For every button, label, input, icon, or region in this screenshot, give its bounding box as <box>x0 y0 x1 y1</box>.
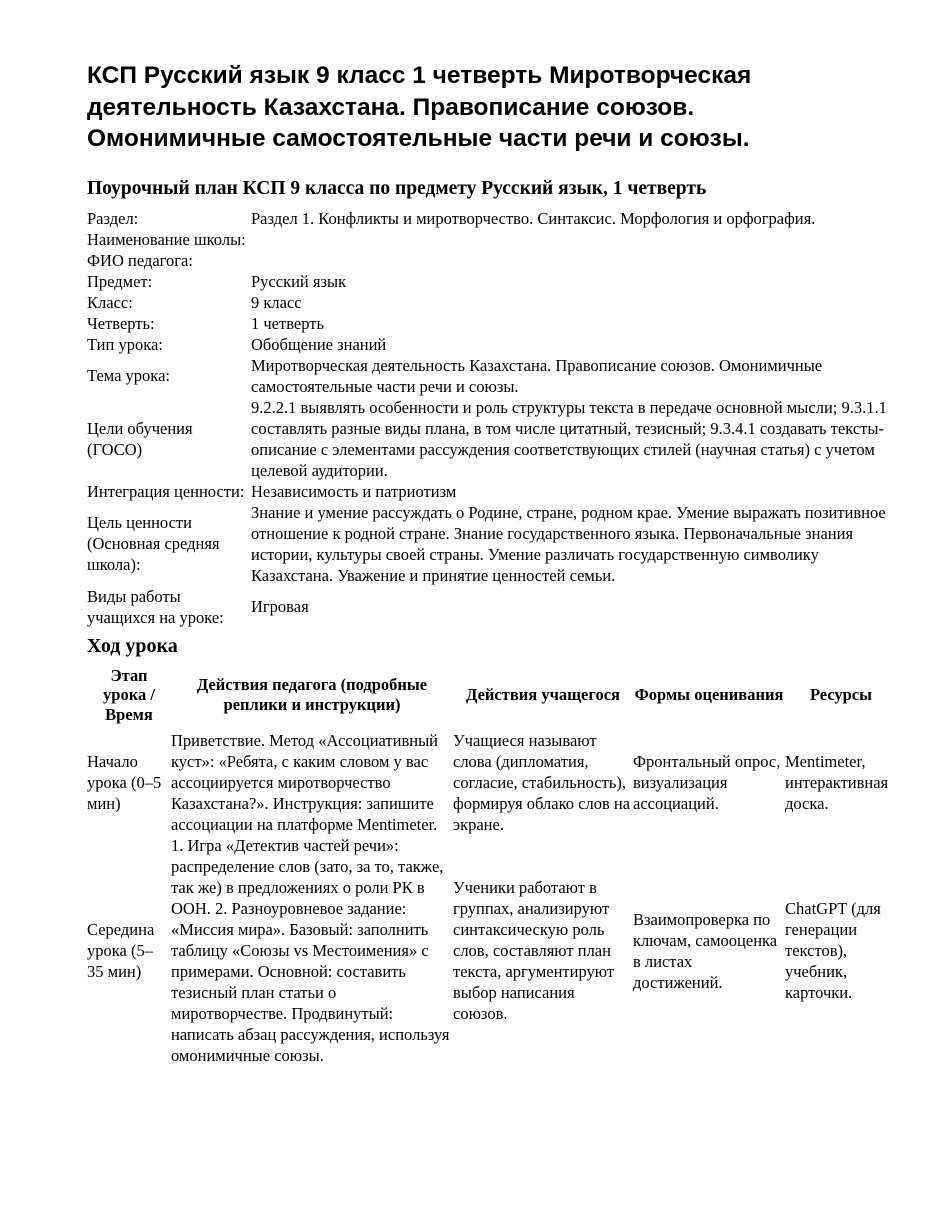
info-key: Интеграция ценности: <box>87 481 245 501</box>
info-row-subject <box>87 271 892 292</box>
info-row-quarter <box>87 313 892 334</box>
info-row-values <box>87 481 892 502</box>
info-row-lesson-type <box>87 334 892 355</box>
info-row-topic <box>87 355 892 397</box>
assessment-cell: Взаимопроверка по ключам, самооценка в листах достижений. <box>633 909 778 992</box>
header-stage: Этап урока / Время <box>103 665 155 724</box>
info-value: 9 класс <box>251 292 302 312</box>
document-title: КСП Русский язык 9 класс 1 четверть Миротворческая деятельность Казахстана. Правописание союзов. Омонимичные самостоятельные части речи и союзы. <box>87 62 752 152</box>
info-row-work-types <box>87 586 892 628</box>
info-key: Тема урока: <box>87 366 170 385</box>
teacher-actions-cell: 1. Игра «Детектив частей речи»: распределение слов (зато, за то, также, так же) в предложениях о роли РК в ООН. 2. Разноуровневое задание: «Миссия мира». Базовый: заполнить таблицу «Союзы vs Местоимения» с примерами. Основной: составить тезисный план статьи о миротворчестве. Продвинутый: написать абзац рассуждения, используя омонимичные союзы. <box>171 836 450 1065</box>
info-value: Миротворческая деятельность Казахстана. Правописание союзов. Омонимичные самостоятельные части речи и союзы. <box>251 355 823 396</box>
info-value <box>251 229 892 250</box>
info-row-goals <box>87 397 892 481</box>
header-student-actions: Действия учащегося <box>466 685 620 704</box>
header-resources: Ресурсы <box>809 685 873 704</box>
info-key: Цели обучения (ГОСО) <box>87 418 193 459</box>
info-value <box>251 250 892 271</box>
teacher-actions-cell: Приветствие. Метод «Ассоциативный куст»: «Ребята, с каким словом у вас ассоциируется миротворчество Казахстана?». Инструкция: запишите ассоциации на платформе Mentimeter. <box>171 731 439 834</box>
info-key: Предмет: <box>87 271 153 291</box>
info-value: Русский язык <box>251 271 347 291</box>
resources-cell: Mentimeter, интерактивная доска. <box>785 752 889 813</box>
plan-subtitle: Поурочный план КСП 9 класса по предмету Русский язык, 1 четверть <box>87 177 707 199</box>
info-key: ФИО педагога: <box>87 250 193 270</box>
info-value: Обобщение знаний <box>251 334 387 354</box>
info-value: Игровая <box>251 597 309 616</box>
info-row-school <box>87 229 892 250</box>
assessment-cell: Фронтальный опрос, визуализация ассоциаций. <box>633 752 781 813</box>
resources-cell: ChatGPT (для генерации текстов), учебник, карточки. <box>785 899 881 1002</box>
info-key: Виды работы учащихся на уроке: <box>87 586 224 627</box>
lesson-info-table <box>87 208 892 628</box>
header-teacher-actions: Действия педагога (подробные реплики и инструкции) <box>196 675 428 714</box>
lesson-flow-heading: Ход урока <box>87 634 178 657</box>
info-value: 9.2.2.1 выявлять особенности и роль структуры текста в передаче основной мысли; 9.3.1.1 составлять разные виды плана, в том числе цитатный, тезисный; 9.3.4.1 создавать тексты-описание с элементами рассуждения соответствующих стилей (научная статья) с учетом целевой аудитории. <box>251 397 887 480</box>
info-row-class <box>87 292 892 313</box>
info-value: 1 четверть <box>251 313 324 333</box>
flow-header-row <box>87 666 897 731</box>
lesson-flow-table <box>87 666 897 1067</box>
info-key: Класс: <box>87 292 133 312</box>
info-key: Цель ценности (Основная средняя школа): <box>87 513 220 574</box>
info-key: Тип урока: <box>87 334 163 354</box>
info-key: Раздел: <box>87 208 139 228</box>
info-value: Независимость и патриотизм <box>251 481 457 501</box>
info-value: Раздел 1. Конфликты и миротворчество. Синтаксис. Морфология и орфография. <box>251 208 816 228</box>
info-row-value-goal <box>87 502 892 586</box>
info-key: Наименование школы: <box>87 229 246 249</box>
info-row-teacher <box>87 250 892 271</box>
stage-cell: Начало урока (0–5 мин) <box>87 752 162 813</box>
info-row-section <box>87 208 892 229</box>
table-row <box>87 730 897 835</box>
table-row <box>87 835 897 1066</box>
stage-cell: Середина урока (5–35 мин) <box>87 920 155 981</box>
student-actions-cell: Учащиеся называют слова (дипломатия, согласие, стабильность), формируя облако слов на экране. <box>453 731 631 834</box>
student-actions-cell: Ученики работают в группах, анализируют синтаксическую роль слов, составляют план текста, аргументируют выбор написания союзов. <box>453 878 615 1023</box>
header-assessment: Формы оценивания <box>634 685 784 704</box>
info-key: Четверть: <box>87 313 155 333</box>
info-value: Знание и умение рассуждать о Родине, стране, родном крае. Умение выражать позитивное отношение к родной стране. Знание государственного языка. Первоначальные знания истории, культуры своей страны. Умение различать государственную символику Казахстана. Уважение и принятие ценностей семьи. <box>251 502 886 585</box>
